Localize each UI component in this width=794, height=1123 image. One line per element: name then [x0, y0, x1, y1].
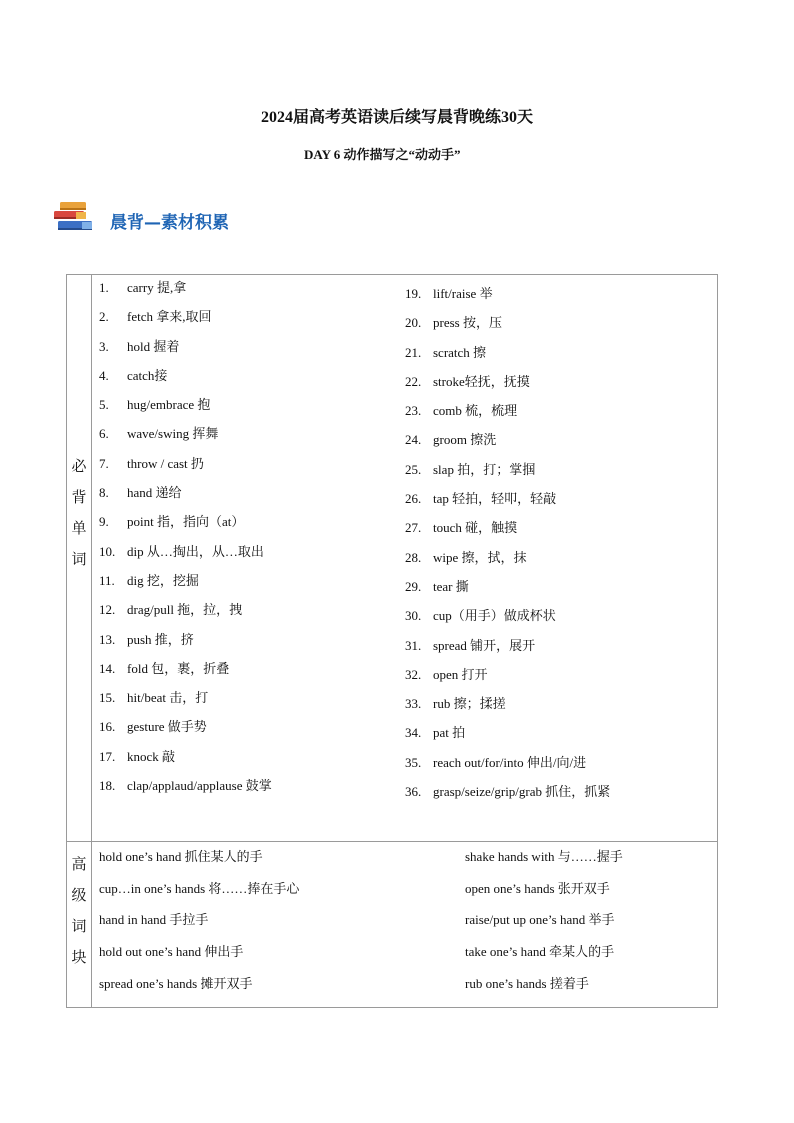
vocab-item [405, 425, 610, 454]
vocab-item [405, 748, 610, 777]
vocab-item-number: 30. [405, 608, 422, 624]
vocab-item [405, 718, 610, 747]
vocab-item-text: point 指，指向（at） [127, 514, 245, 530]
row-label-char: 背 [71, 488, 87, 506]
vocab-item-text: lift/raise 举 [433, 286, 493, 301]
vocab-item [99, 712, 272, 741]
vocab-item-text: stroke轻抚，抚摸 [433, 373, 530, 389]
vocab-item-number: 11. [99, 572, 115, 588]
vocab-item-number: 2. [99, 309, 109, 325]
vocab-item-number: 10. [99, 543, 116, 559]
vocab-item-text: carry 提,拿 [127, 280, 187, 295]
vocab-item-text: tap 轻拍，轻叩，轻敲 [433, 491, 557, 507]
vocab-item [99, 332, 272, 361]
vocab-item [99, 771, 272, 800]
vocab-item [405, 396, 610, 425]
vocab-item-number: 23. [405, 403, 422, 419]
vocab-item [405, 543, 610, 572]
section-label: 晨背—素材积累 [110, 212, 229, 233]
vocab-item [99, 449, 272, 478]
vocab-item-number: 6. [99, 426, 109, 442]
phrases-list-right [465, 841, 623, 999]
vocab-item-text: hand 递给 [127, 485, 182, 501]
vocab-item [99, 742, 272, 771]
vocab-item [99, 302, 272, 331]
vocab-item [405, 601, 610, 630]
vocab-item-text: wipe 擦，拭，抹 [433, 549, 527, 565]
vocab-item-text: catch接 [127, 367, 168, 383]
vocab-item-text: throw / cast 扔 [127, 455, 204, 471]
row-label-char: 级 [71, 886, 87, 904]
vocab-item-number: 29. [405, 578, 422, 594]
vocab-item-text: reach out/for/into 伸出/向/进 [433, 754, 587, 770]
vocab-item [405, 455, 610, 484]
row-label-char: 块 [71, 948, 87, 966]
phrase-item: open one’s hands 张开双手 [465, 880, 610, 896]
section-header [52, 200, 229, 236]
vocab-item [99, 390, 272, 419]
row-label-char: 必 [71, 457, 87, 475]
vocab-item [405, 279, 610, 308]
vocab-item-number: 13. [99, 631, 116, 647]
vocab-item-number: 32. [405, 666, 422, 682]
vocab-item-number: 8. [99, 485, 109, 501]
vocab-list-right [405, 279, 610, 806]
phrases-row [67, 841, 717, 1007]
vocab-item [99, 478, 272, 507]
vocab-item-text: fold 包，裹，折叠 [127, 660, 230, 676]
page-subtitle: DAY 6 动作描写之“动动手” [304, 147, 461, 162]
vocab-item-number: 14. [99, 660, 116, 676]
phrase-item: hold out one’s hand 伸出手 [99, 944, 244, 960]
page-title: 2024届高考英语读后续写晨背晚练30天 [260, 109, 533, 126]
vocab-item [405, 777, 610, 806]
vocab-item-number: 12. [99, 602, 116, 618]
phrase-item: shake hands with 与……握手 [465, 849, 623, 864]
vocab-item [405, 367, 610, 396]
vocab-item-text: cup（用手）做成杯状 [433, 608, 556, 624]
phrase-item: hand in hand 手拉手 [99, 912, 209, 928]
phrase-item: cup…in one’s hands 将……捧在手心 [99, 880, 300, 896]
vocab-item [99, 654, 272, 683]
vocab-item [99, 361, 272, 390]
row-label-char: 词 [71, 917, 87, 935]
vocab-item-text: drag/pull 拖，拉，拽 [127, 602, 243, 618]
vocab-item [99, 566, 272, 595]
vocab-item-number: 3. [99, 338, 109, 354]
vocab-item [99, 683, 272, 712]
vocab-item [405, 572, 610, 601]
phrase-item: hold one’s hand 抓住某人的手 [99, 849, 263, 864]
vocab-item-text: hold 握着 [127, 338, 180, 354]
vocab-item-text: open 打开 [433, 666, 488, 682]
vocab-item-text: tear 撕 [433, 578, 469, 594]
vocab-item-text: clap/applaud/applause 鼓掌 [127, 778, 272, 794]
vocab-item-text: dip 从…掏出，从…取出 [127, 543, 264, 559]
vocab-item-text: knock 敲 [127, 748, 176, 764]
vocab-item-number: 36. [405, 784, 422, 800]
vocab-item-text: push 推，挤 [127, 631, 194, 647]
phrase-item: spread one’s hands 摊开双手 [99, 975, 253, 991]
vocab-item-number: 20. [405, 315, 422, 331]
vocab-item-number: 27. [405, 520, 422, 536]
vocab-item [405, 308, 610, 337]
vocab-item-number: 4. [99, 367, 109, 383]
vocab-item [405, 660, 610, 689]
vocab-item-text: wave/swing 挥舞 [127, 426, 219, 442]
vocab-item-number: 26. [405, 491, 422, 507]
vocab-item [405, 338, 610, 367]
vocab-item-text: press 按，压 [433, 315, 502, 331]
vocab-item-text: touch 碰，触摸 [433, 520, 518, 536]
vocab-item [99, 537, 272, 566]
vocab-item-number: 21. [405, 344, 422, 360]
vocab-row [67, 275, 717, 842]
row-label-char: 单 [71, 519, 87, 537]
vocab-item [99, 595, 272, 624]
vocab-item [99, 273, 272, 302]
vocab-item-number: 16. [99, 719, 116, 735]
vocab-item-number: 17. [99, 748, 116, 764]
vocab-item-number: 5. [99, 397, 109, 413]
vocab-table [66, 274, 718, 1008]
vocab-item [405, 631, 610, 660]
vocab-item-text: comb 梳，梳理 [433, 403, 518, 419]
vocab-item [405, 484, 610, 513]
vocab-item-number: 7. [99, 455, 109, 471]
vocab-item-number: 18. [99, 778, 116, 794]
vocab-item-text: rub 擦；揉搓 [433, 696, 506, 712]
vocab-item-text: hit/beat 击，打 [127, 690, 209, 706]
row-label-char: 词 [71, 550, 87, 568]
vocab-item [99, 625, 272, 654]
vocab-item-text: gesture 做手势 [127, 719, 207, 735]
vocab-item-text: groom 擦洗 [433, 432, 497, 448]
vocab-item-text: spread 铺开，展开 [433, 637, 536, 653]
vocab-item-text: hug/embrace 抱 [127, 397, 211, 413]
phrase-item: raise/put up one’s hand 举手 [465, 912, 615, 928]
vocab-item-number: 33. [405, 696, 422, 712]
vocab-item-number: 25. [405, 461, 422, 477]
vocab-item [99, 507, 272, 536]
vocab-row-label [67, 275, 92, 841]
books-icon [52, 200, 96, 236]
vocab-item-number: 1. [99, 280, 109, 295]
vocab-item-number: 22. [405, 373, 422, 389]
vocab-item-number: 15. [99, 690, 116, 706]
vocab-item-text: fetch 拿来,取回 [127, 309, 212, 325]
phrases-row-label [67, 841, 92, 1007]
vocab-list-left [99, 273, 272, 800]
vocab-item-text: pat 拍 [433, 725, 466, 741]
vocab-item-text: dig 挖，挖掘 [127, 572, 199, 588]
vocab-item-number: 31. [405, 637, 422, 653]
vocab-item-text: grasp/seize/grip/grab 抓住，抓紧 [433, 784, 611, 800]
vocab-item-text: slap 拍，打；掌掴 [433, 461, 536, 477]
phrase-item: take one’s hand 牵某人的手 [465, 944, 615, 960]
phrase-item: rub one’s hands 搓着手 [465, 975, 589, 991]
vocab-item-number: 19. [405, 286, 422, 301]
vocab-item [405, 513, 610, 542]
vocab-item-number: 24. [405, 432, 422, 448]
vocab-item-number: 35. [405, 754, 422, 770]
vocab-item-text: scratch 擦 [433, 344, 487, 360]
vocab-item-number: 9. [99, 514, 109, 530]
phrases-list-left [99, 841, 299, 999]
vocab-item [405, 689, 610, 718]
vocab-item-number: 34. [405, 725, 422, 741]
row-label-char: 高 [71, 855, 87, 873]
vocab-item-number: 28. [405, 549, 422, 565]
vocab-item [99, 419, 272, 448]
